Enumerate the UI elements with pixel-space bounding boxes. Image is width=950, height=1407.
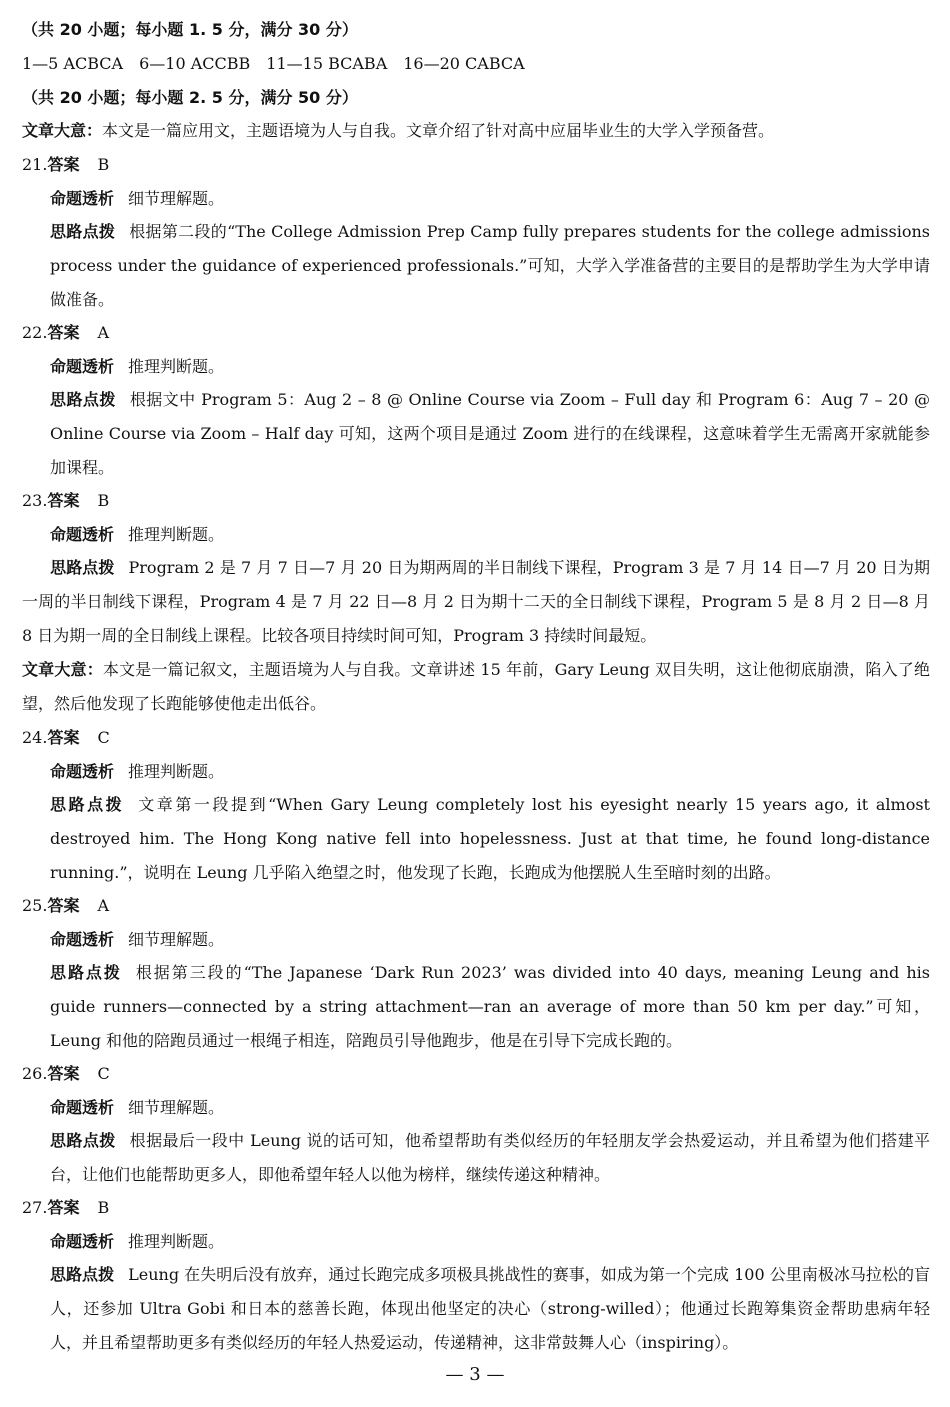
question-type: 推理判断题。 xyxy=(128,762,225,781)
section1-answers: 1—5 ACBCA 6—10 ACCBB 11—15 BCABA 16—20 CABCA xyxy=(22,54,525,73)
question-number: 24. xyxy=(22,728,48,747)
reasoning-text: Leung 在失明后没有放弃，通过长跑完成多项极具挑战性的赛事，如成为第一个完成 100 公里南极冰马拉松的盲人，还参加 Ultra Gobi 和日本的慈善长跑，体现出他坚定的决心（strong-willed）；他通过长跑筹集资金帮助患病年轻人，并且希望帮助更多有类似经历的年轻人热爱运动，传递精神，这非常鼓舞人心（inspiring）。 xyxy=(50,1265,930,1352)
section1-header: （共 20 小题；每小题 1. 5 分，满分 30 分） xyxy=(22,20,358,39)
question-number: 22. xyxy=(22,323,48,342)
question-24-type xyxy=(50,761,224,783)
question-26-type xyxy=(50,1097,224,1119)
question-24-answer xyxy=(22,727,110,749)
analysis-label: 命题透析 xyxy=(50,1232,115,1251)
question-number: 27. xyxy=(22,1198,48,1217)
answer-letter: A xyxy=(97,323,110,342)
analysis-label: 命题透析 xyxy=(50,762,115,781)
answer-letter: B xyxy=(97,155,110,174)
question-23-answer xyxy=(22,490,109,512)
passage2-summary-text: 本文是一篇记叙文，主题语境为人与自我。文章讲述 15 年前，Gary Leung 双目失明，这让他彻底崩溃，陷入了绝望，然后他发现了长跑能够使他走出低谷。 xyxy=(22,660,930,713)
question-27-type xyxy=(50,1231,224,1253)
question-27-reasoning xyxy=(50,1258,930,1360)
question-25-type xyxy=(50,929,224,951)
reasoning-text: Program 2 是 7 月 7 日—7 月 20 日为期两周的半日制线下课程，Program 3 是 7 月 14 日—7 月 20 日为期一周的半日制线下课程，Program 4 是 7 月 22 日—8 月 2 日为期十二天的全日制线下课程，Program 5 是 8 月 2 日—8 月 8 日为期一周的全日制线上课程。比较各项目持续时间可知，Program 3 持续时间最短。 xyxy=(22,558,930,645)
question-26-answer xyxy=(22,1063,110,1085)
question-22-answer xyxy=(22,322,109,344)
reasoning-label: 思路点拨 xyxy=(50,558,115,577)
analysis-label: 命题透析 xyxy=(50,357,115,376)
answer-label: 答案 xyxy=(47,1198,80,1217)
page-number: — 3 — xyxy=(445,1364,505,1385)
passage1-summary-text: 本文是一篇应用文，主题语境为人与自我。文章介绍了针对高中应届毕业生的大学入学预备营。 xyxy=(102,121,775,140)
question-number: 26. xyxy=(22,1064,48,1083)
analysis-label: 命题透析 xyxy=(50,525,115,544)
question-25-answer xyxy=(22,895,109,917)
question-number: 23. xyxy=(22,491,48,510)
analysis-label: 命题透析 xyxy=(50,930,115,949)
answer-letter: B xyxy=(97,1198,110,1217)
question-type: 细节理解题。 xyxy=(128,1098,225,1117)
section2-header: （共 20 小题；每小题 2. 5 分，满分 50 分） xyxy=(22,88,358,107)
reasoning-label: 思路点拨 xyxy=(50,1265,115,1284)
answer-label: 答案 xyxy=(47,728,80,747)
question-type: 推理判断题。 xyxy=(128,525,225,544)
question-24-reasoning xyxy=(50,788,930,890)
analysis-label: 命题透析 xyxy=(50,1098,115,1117)
answer-letter: B xyxy=(97,491,110,510)
question-number: 21. xyxy=(22,155,48,174)
question-23-type xyxy=(50,524,224,546)
passage1-label: 文章大意： xyxy=(22,121,103,140)
question-type: 推理判断题。 xyxy=(128,1232,225,1251)
question-22-reasoning xyxy=(50,383,930,485)
question-number: 25. xyxy=(22,896,48,915)
reasoning-label: 思路点拨 xyxy=(50,222,116,241)
question-22-type xyxy=(50,356,224,378)
question-27-answer xyxy=(22,1197,109,1219)
reasoning-text: 文章第一段提到“When Gary Leung completely lost his eyesight nearly 15 years ago, it almost destroyed him. The Hong Kong native fell into hopelessness. Just at that time, he found long-distance running.”，说明在 Leung 几乎陷入绝望之时，他发现了长跑，长跑成为他摆脱人生至暗时刻的出路。 xyxy=(50,795,930,882)
answer-label: 答案 xyxy=(47,491,80,510)
question-26-reasoning xyxy=(50,1124,930,1192)
question-type: 细节理解题。 xyxy=(128,930,225,949)
question-type: 推理判断题。 xyxy=(128,357,225,376)
question-21-answer xyxy=(22,154,109,176)
question-21-reasoning xyxy=(50,215,930,317)
reasoning-text: 根据第三段的“The Japanese ‘Dark Run 2023’ was divided into 40 days, meaning Leung and his guide runners—connected by a string attachment—ran an average of more than 50 km per day.”可知，Leung 和他的陪跑员通过一根绳子相连，陪跑员引导他跑步，他是在引导下完成长跑的。 xyxy=(50,963,930,1050)
question-25-reasoning xyxy=(50,956,930,1058)
answer-label: 答案 xyxy=(47,1064,80,1083)
reasoning-text: 根据文中 Program 5：Aug 2 – 8 @ Online Course via Zoom – Full day 和 Program 6：Aug 7 – 20 @ Online Course via Zoom – Half day 可知，这两个项目是通过 Zoom 进行的在线课程，这意味着学生无需离开家就能参加课程。 xyxy=(50,390,930,477)
reasoning-label: 思路点拨 xyxy=(50,1131,116,1150)
passage2-label: 文章大意： xyxy=(22,660,103,679)
question-21-type xyxy=(50,188,224,210)
answer-letter: A xyxy=(97,896,110,915)
passage2-summary xyxy=(22,653,930,721)
question-type: 细节理解题。 xyxy=(128,189,225,208)
reasoning-text: 根据第二段的“The College Admission Prep Camp fully prepares students for the college admissions process under the guidance of experienced professionals.”可知，大学入学准备营的主要目的是帮助学生为大学申请做准备。 xyxy=(50,222,930,309)
reasoning-label: 思路点拨 xyxy=(50,963,122,982)
analysis-label: 命题透析 xyxy=(50,189,115,208)
reasoning-label: 思路点拨 xyxy=(50,795,125,814)
question-23-reasoning xyxy=(22,551,930,653)
answer-letter: C xyxy=(97,728,110,747)
answer-label: 答案 xyxy=(47,896,80,915)
passage1-summary xyxy=(22,120,774,142)
answer-label: 答案 xyxy=(47,155,80,174)
answer-label: 答案 xyxy=(47,323,80,342)
reasoning-label: 思路点拨 xyxy=(50,390,116,409)
reasoning-text: 根据最后一段中 Leung 说的话可知，他希望帮助有类似经历的年轻朋友学会热爱运动，并且希望为他们搭建平台，让他们也能帮助更多人，即他希望年轻人以他为榜样，继续传递这种精神。 xyxy=(50,1131,930,1184)
answer-letter: C xyxy=(97,1064,110,1083)
